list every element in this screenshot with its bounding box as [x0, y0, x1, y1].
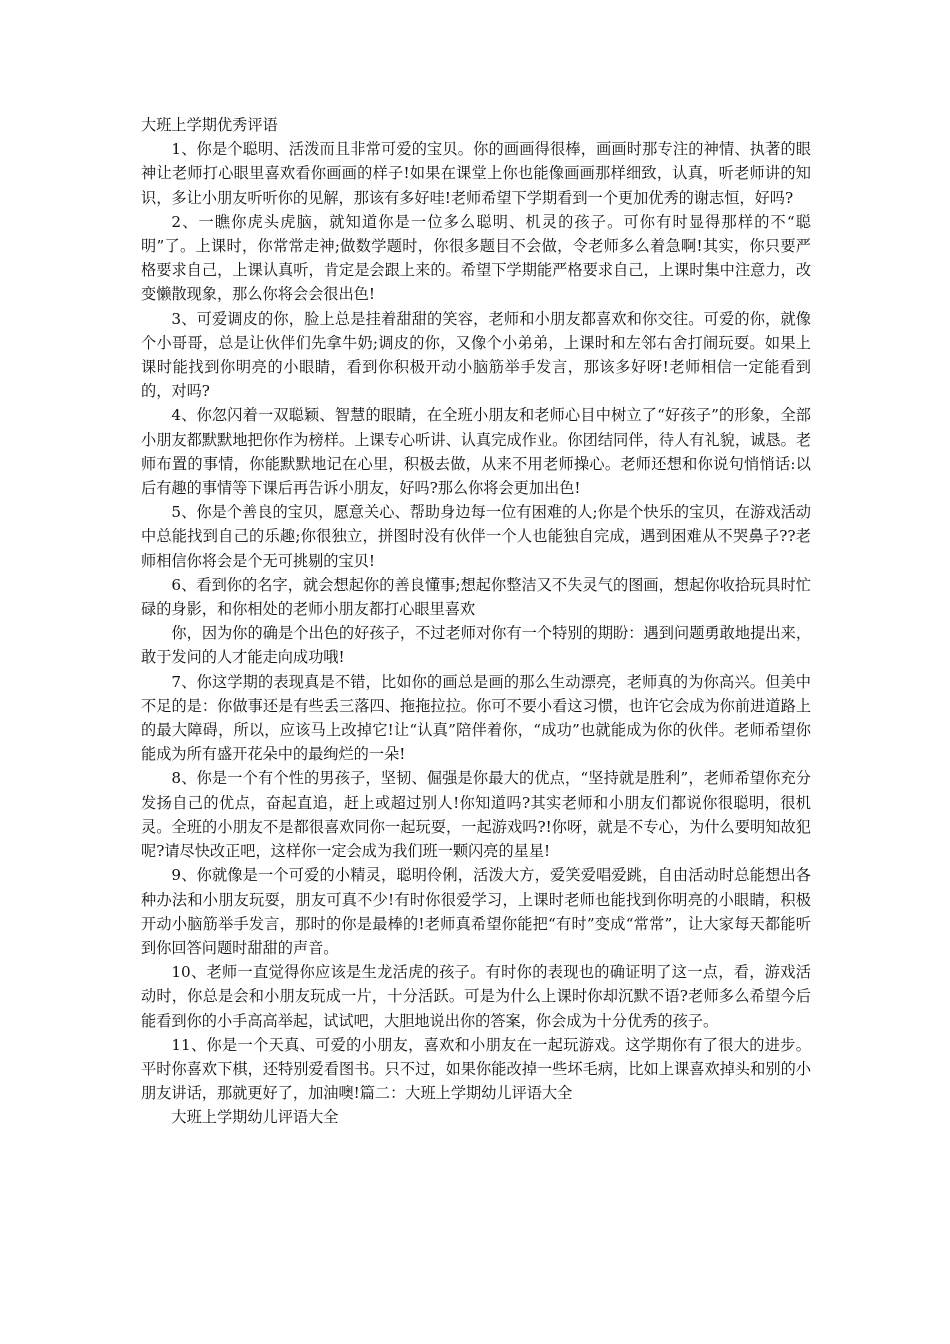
paragraph-6: 6、看到你的名字，就会想起你的善良懂事;想起你整洁又不失灵气的图画，想起你收拾玩具时忙碌的身影，和你相处的老师小朋友都打心眼里喜欢	[141, 575, 811, 619]
document-page	[141, 113, 811, 1130]
section-heading: 大班上学期幼儿评语大全	[171, 1108, 339, 1127]
paragraph-9: 9、你就像是一个可爱的小精灵，聪明伶俐，活泼大方，爱笑爱唱爱跳，自由活动时总能想出各种办法和小朋友玩耍，朋友可真不少!有时你很爱学习，上课时老师也能找到你明亮的小眼睛，积极开动小脑筋举手发言，那时的你是最棒的!老师真希望你能把“有时”变成“常常”，让大家每天都能听到你回答问题时甜甜的声音。	[141, 866, 811, 957]
paragraph-5: 5、你是个善良的宝贝，愿意关心、帮助身边每一位有困难的人;你是个快乐的宝贝，在游戏活动中总能找到自己的乐趣;你很独立，拼图时没有伙伴一个人也能独自完成，遇到困难从不哭鼻子??老师相信你将会是个无可挑剔的宝贝!	[141, 503, 811, 570]
paragraph-4: 4、你忽闪着一双聪颖、智慧的眼睛，在全班小朋友和老师心目中树立了“好孩子”的形象，全部小朋友都默默地把你作为榜样。上课专心听讲、认真完成作业。你团结同伴，待人有礼貌，诚恳。老师布置的事情，你能默默地记在心里，积极去做，从来不用老师操心。老师还想和你说句悄悄话:以后有趣的事情等下课后再告诉小朋友，好吗?那么你将会更加出色!	[141, 406, 811, 498]
paragraph-11: 11、你是一个天真、可爱的小朋友，喜欢和小朋友在一起玩游戏。这学期你有了很大的进步。平时你喜欢下棋，还特别爱看图书。只不过，如果你能改掉一些坏毛病，比如上课喜欢掉头和别的小朋友讲话，那就更好了，加油噢!篇二：大班上学期幼儿评语大全	[141, 1035, 811, 1103]
paragraph-2: 2、一瞧你虎头虎脑，就知道你是一位多么聪明、机灵的孩子。可你有时显得那样的不“聪明”了。上课时，你常常走神;做数学题时，你很多题目不会做，令老师多么着急啊!其实，你只要严格要求自己，上课认真听，肯定是会跟上来的。希望下学期能严格要求自己，上课时集中注意力，改变懒散现象，那么你将会会很出色!	[141, 212, 811, 304]
paragraph-7: 7、你这学期的表现真是不错，比如你的画总是画的那么生动漂亮，老师真的为你高兴。但美中不足的是：你做事还是有些丢三落四、拖拖拉拉。你可不要小看这习惯，也许它会成为你前进道路上的最大障碍，所以，应该马上改掉它!让“认真”陪伴着你，“成功”也就能成为你的伙伴。老师希望你能成为所有盛开花朵中的最绚烂的一朵!	[141, 672, 811, 764]
paragraph-3: 3、可爱调皮的你，脸上总是挂着甜甜的笑容，老师和小朋友都喜欢和你交往。可爱的你，就像个小哥哥，总是让伙伴们先拿牛奶;调皮的你，又像个小弟弟，上课时和左邻右舍打闹玩耍。如果上课时能找到你明亮的小眼睛，看到你积极开动小脑筋举手发言，那该多好呀!老师相信一定能看到的，对吗?	[141, 309, 811, 401]
paragraph-1: 1、你是个聪明、活泼而且非常可爱的宝贝。你的画画得很棒，画画时那专注的神情、执著的眼神让老师打心眼里喜欢看你画画的样子!如果在课堂上你也能像画画那样细致，认真，听老师讲的知识，多让小朋友听听你的见解，那该有多好哇!老师希望下学期看到一个更加优秀的谢志恒，好吗?	[141, 140, 811, 207]
paragraph-8: 8、你是一个有个性的男孩子，坚韧、倔强是你最大的优点，“坚持就是胜利”，老师希望你充分发扬自己的优点，奋起直追，赶上或超过别人!你知道吗?其实老师和小朋友们都说你很聪明，很机灵。全班的小朋友不是都很喜欢同你一起玩耍，一起游戏吗?!你呀，就是不专心，为什么要明知故犯呢?请尽快改正吧，这样你一定会成为我们班一颗闪亮的星星!	[141, 769, 811, 861]
document-title: 大班上学期优秀评语	[141, 116, 278, 134]
paragraph-6-continued: 你，因为你的确是个出色的好孩子，不过老师对你有一个特别的期盼：遇到问题勇敢地提出来，敢于发问的人才能走向成功哦!	[141, 624, 811, 667]
paragraph-10: 10、老师一直觉得你应该是生龙活虎的孩子。有时你的表现也的确证明了这一点，看，游戏活动时，你总是会和小朋友玩成一片，十分活跃。可是为什么上课时你却沉默不语?老师多么希望今后能看到你的小手高高举起，试试吧，大胆地说出你的答案，你会成为十分优秀的孩子。	[141, 963, 811, 1030]
